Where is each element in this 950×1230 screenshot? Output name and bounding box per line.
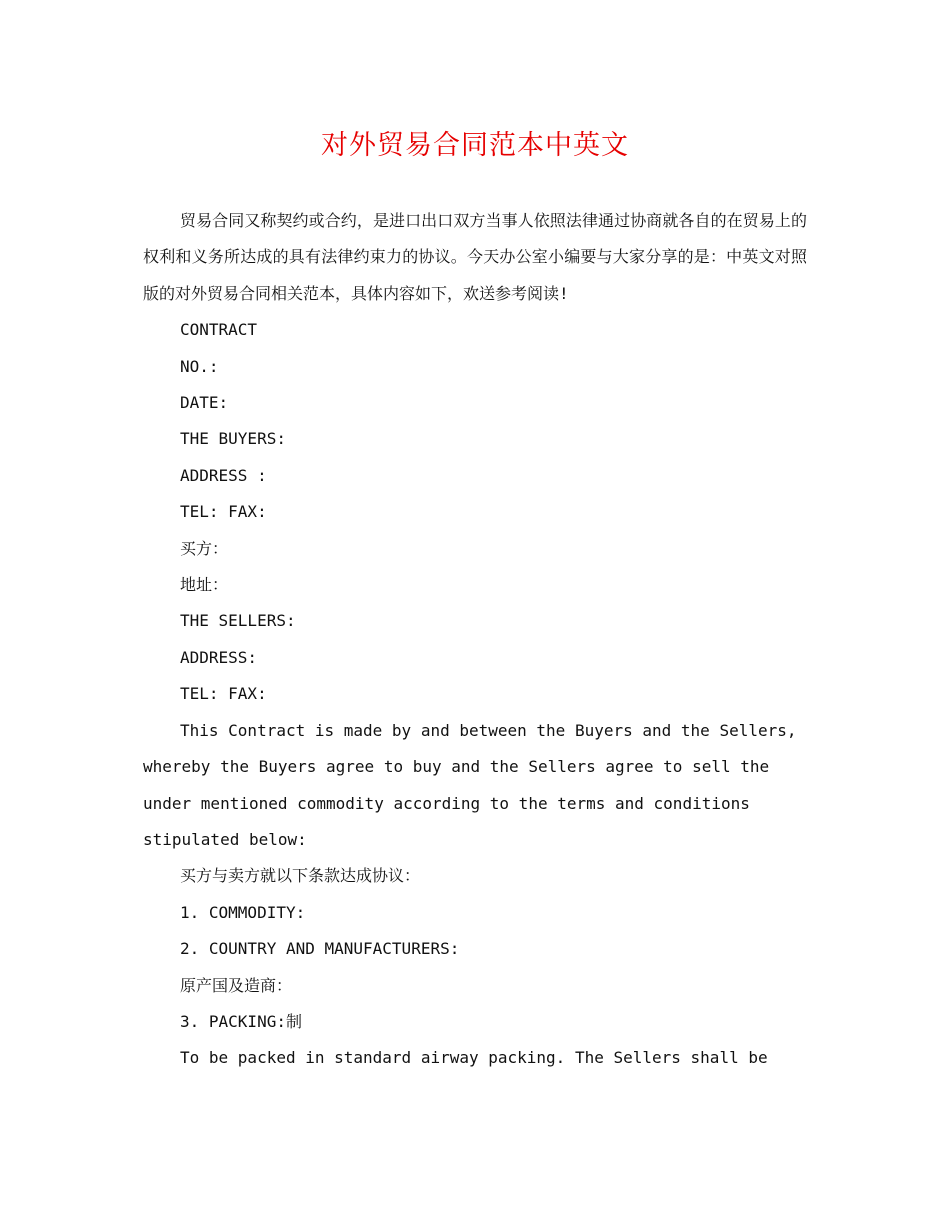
sellers-tel-fax-line: TEL: FAX: [180,684,267,704]
contract-heading: CONTRACT [180,320,258,340]
intro-paragraph: 贸易合同又称契约或合约，是进口出口双方当事人依照法律通过协商就各自的在贸易上的权利和义务所达成的具有法律约束力的协议。今天办公室小编要与大家分享的是：中英文对照版的对外贸易合同相关范本，具体内容如下，欢送参考阅读! [143,211,807,303]
date-line: DATE: [180,393,229,413]
packing-clause: 3. PACKING:制 [180,1011,302,1031]
origin-manufacturer-cn-line: 原产国及造商： [180,975,293,995]
country-manufacturers-clause: 2. COUNTRY AND MANUFACTURERS: [180,939,460,959]
commodity-clause: 1. COMMODITY: [180,902,306,922]
buyer-cn-line: 买方： [180,538,229,558]
document-body [143,203,807,1077]
contract-number-line: NO.: [180,356,219,376]
buyers-line: THE BUYERS: [180,429,286,449]
sellers-line: THE SELLERS: [180,611,296,631]
sellers-address-line: ADDRESS: [180,647,258,667]
contract-agreement-paragraph: This Contract is made by and between the Buyers and the Sellers, whereby the Buyers agree to buy and the Sellers agree to sell the under mentioned commodity according to the terms and conditions stipulated below: [143,720,807,849]
agreement-cn-line: 买方与卖方就以下条款达成协议： [180,866,421,886]
document-title: 对外贸易合同范本中英文 [321,130,629,161]
address-cn-line: 地址： [180,575,229,595]
buyers-address-line: ADDRESS : [180,465,267,485]
packing-description: To be packed in standard airway packing. The Sellers shall be [180,1048,768,1068]
buyers-tel-fax-line: TEL: FAX: [180,502,267,522]
